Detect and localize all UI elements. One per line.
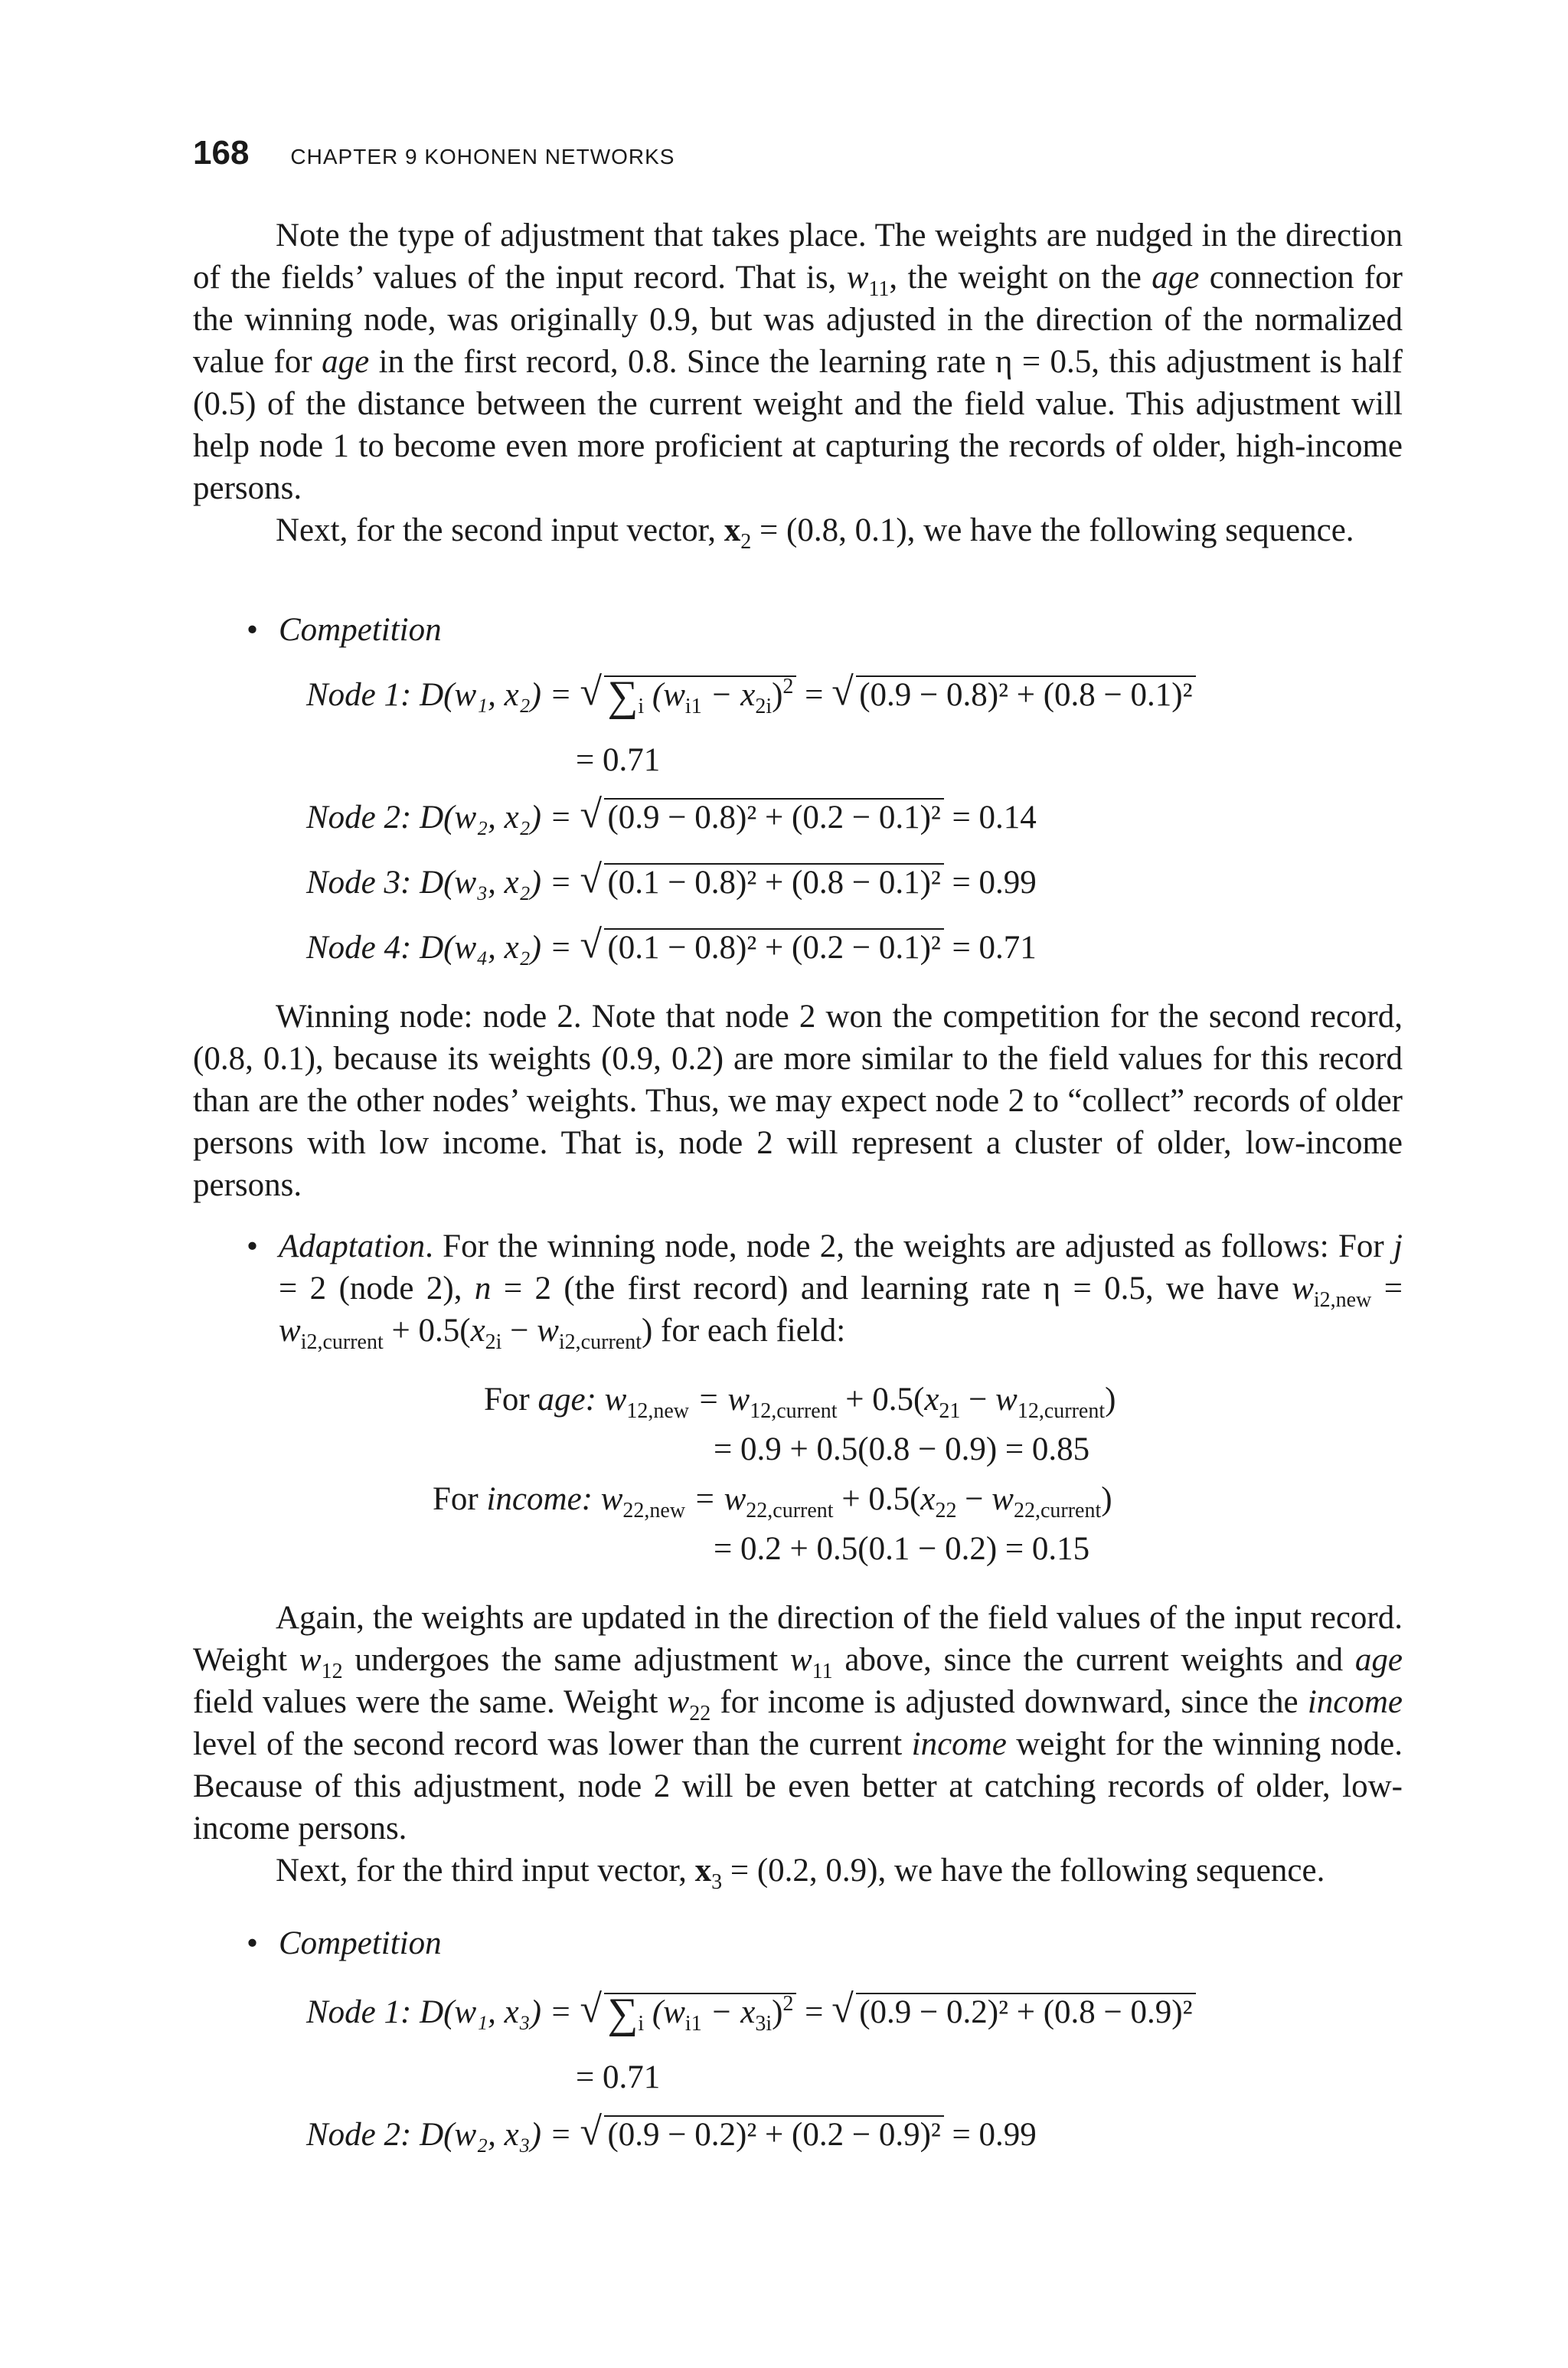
equation-node1: Node 1: D(w₁, x₂) = √ $\sum_i$ $(w_{i1} - x_{2i})^2$ = √ (0.9 − 0.8)² + (0.8 − 0.1)² [306,674,1196,716]
equation-node4: Node 4: D(w₄, x₂) = √ (0.1 − 0.8)² + (0.2 − 0.1)² = 0.71 [306,927,1037,969]
page-number: 168 [193,134,250,172]
paragraph-3: Winning node: node 2. Note that node 2 won the competition for the second record, (0.8, 0.1), because its weights (0.9, 0.2) are more similar to the field values for this record than are the other nodes’ weights. Thus, we may expect node 2 to “collect” records of older persons with low income. That is, node 2 will represent a cluster of older, low-income persons. [193,999,1403,1203]
equation-update-age: For age: $w_{12,new} = w_{12,current} + 0.5(x_{21} - w_{12,current})$ [484,1382,1116,1423]
equation-node1-result: = 0.71 [576,742,661,778]
page-header [193,132,675,178]
equation-node1-x3-result: = 0.71 [576,2059,661,2095]
equation-update-income: For income: $w_{22,new} = w_{22,current} + 0.5(x_{22} - w_{22,current})$ [433,1481,1112,1523]
running-head: CHAPTER 9 KOHONEN NETWORKS [290,145,675,168]
equation-update-age-result: = 0.9 + 0.5(0.8 − 0.9) = 0.85 [714,1431,1090,1467]
equation-node2: Node 2: D(w₂, x₂) = √ (0.9 − 0.8)² + (0.2 − 0.1)² = 0.14 [306,796,1037,839]
paragraph-5: Next, for the third input vector, $x_3 = (0.2$, 0.9), we have the following sequence. [276,1853,1325,1894]
paragraph-2: Next, for the second input vector, $x_2 = (0.8$, 0.1), we have the following sequence. [276,512,1354,554]
paragraph-4: Again, the weights are updated in the direction of the field values of the input record. Weight $w_{12}$ undergoes the same adjustment $w_{11}$ above, since the current weights and age field values were the same. Weight $w_{22}$ for income is adjusted downward, since the income level of the second record was lower than the current income weight for the winning node. Because of this adjustment, node 2 will be even better at catching records of older, low-income persons. [193,1600,1403,1846]
equation-node3: Node 3: D(w₃, x₂) = √ (0.1 − 0.8)² + (0.8 − 0.1)² = 0.99 [306,862,1037,904]
paragraph-1: Note the type of adjustment that takes place. The weights are nudged in the direction of the fields’ values of the input record. That is, $w_{11}$, the weight on the age connection for the winning node, was originally 0.9, but was adjusted in the direction of the normalized value for age in the first record, 0.8. Since the learning rate η = 0.5, this adjustment is half (0.5) of the distance between the current weight and the field value. This adjustment will help node 1 to become even more proficient at capturing the records of older, high-income persons. [193,218,1403,506]
equation-update-income-result: = 0.2 + 0.5(0.1 − 0.2) = 0.15 [714,1531,1090,1567]
equation-node1-x3: Node 1: D(w₁, x₃) = √ $\sum_i$ $(w_{i1} - x_{3i})^2$ = √ (0.9 − 0.2)² + (0.8 − 0.9)² [306,1991,1196,2033]
equation-node2-x3: Node 2: D(w₂, x₃) = √ (0.9 − 0.2)² + (0.2 − 0.9)² = 0.99 [306,2114,1037,2156]
